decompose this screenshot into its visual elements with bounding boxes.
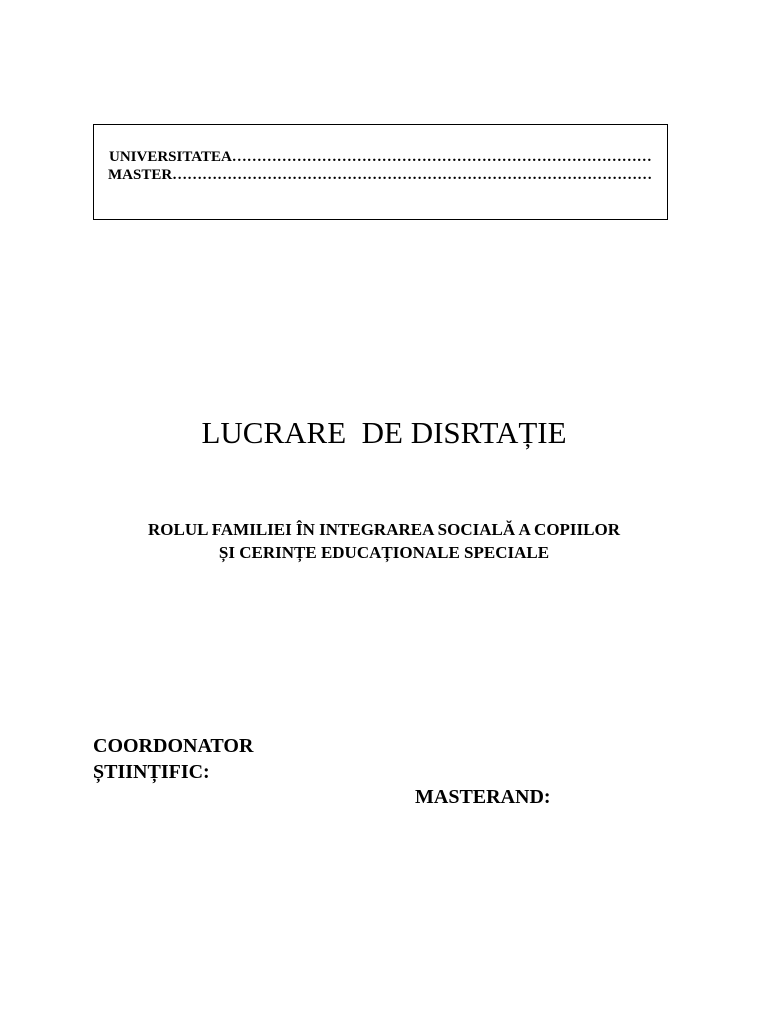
subtitle-line-1: ROLUL FAMILIEI ÎN INTEGRAREA SOCIALĂ A COPIILOR: [148, 520, 620, 539]
coordinator-label-line-1: COORDONATOR: [93, 735, 254, 757]
student-label: MASTERAND:: [415, 786, 551, 808]
coordinator-label-line-2: ȘTIINȚIFIC:: [93, 761, 210, 783]
subtitle-line-2: ȘI CERINȚE EDUCAȚIONALE SPECIALE: [218, 543, 550, 562]
institution-header-box: [93, 124, 668, 220]
master-line: MASTER……………………………………………………………………………………: [108, 167, 653, 183]
document-title: LUCRARE DE DISRTAȚIE: [201, 415, 567, 450]
university-line: UNIVERSITATEA…………………………………………………………………………: [109, 149, 652, 165]
